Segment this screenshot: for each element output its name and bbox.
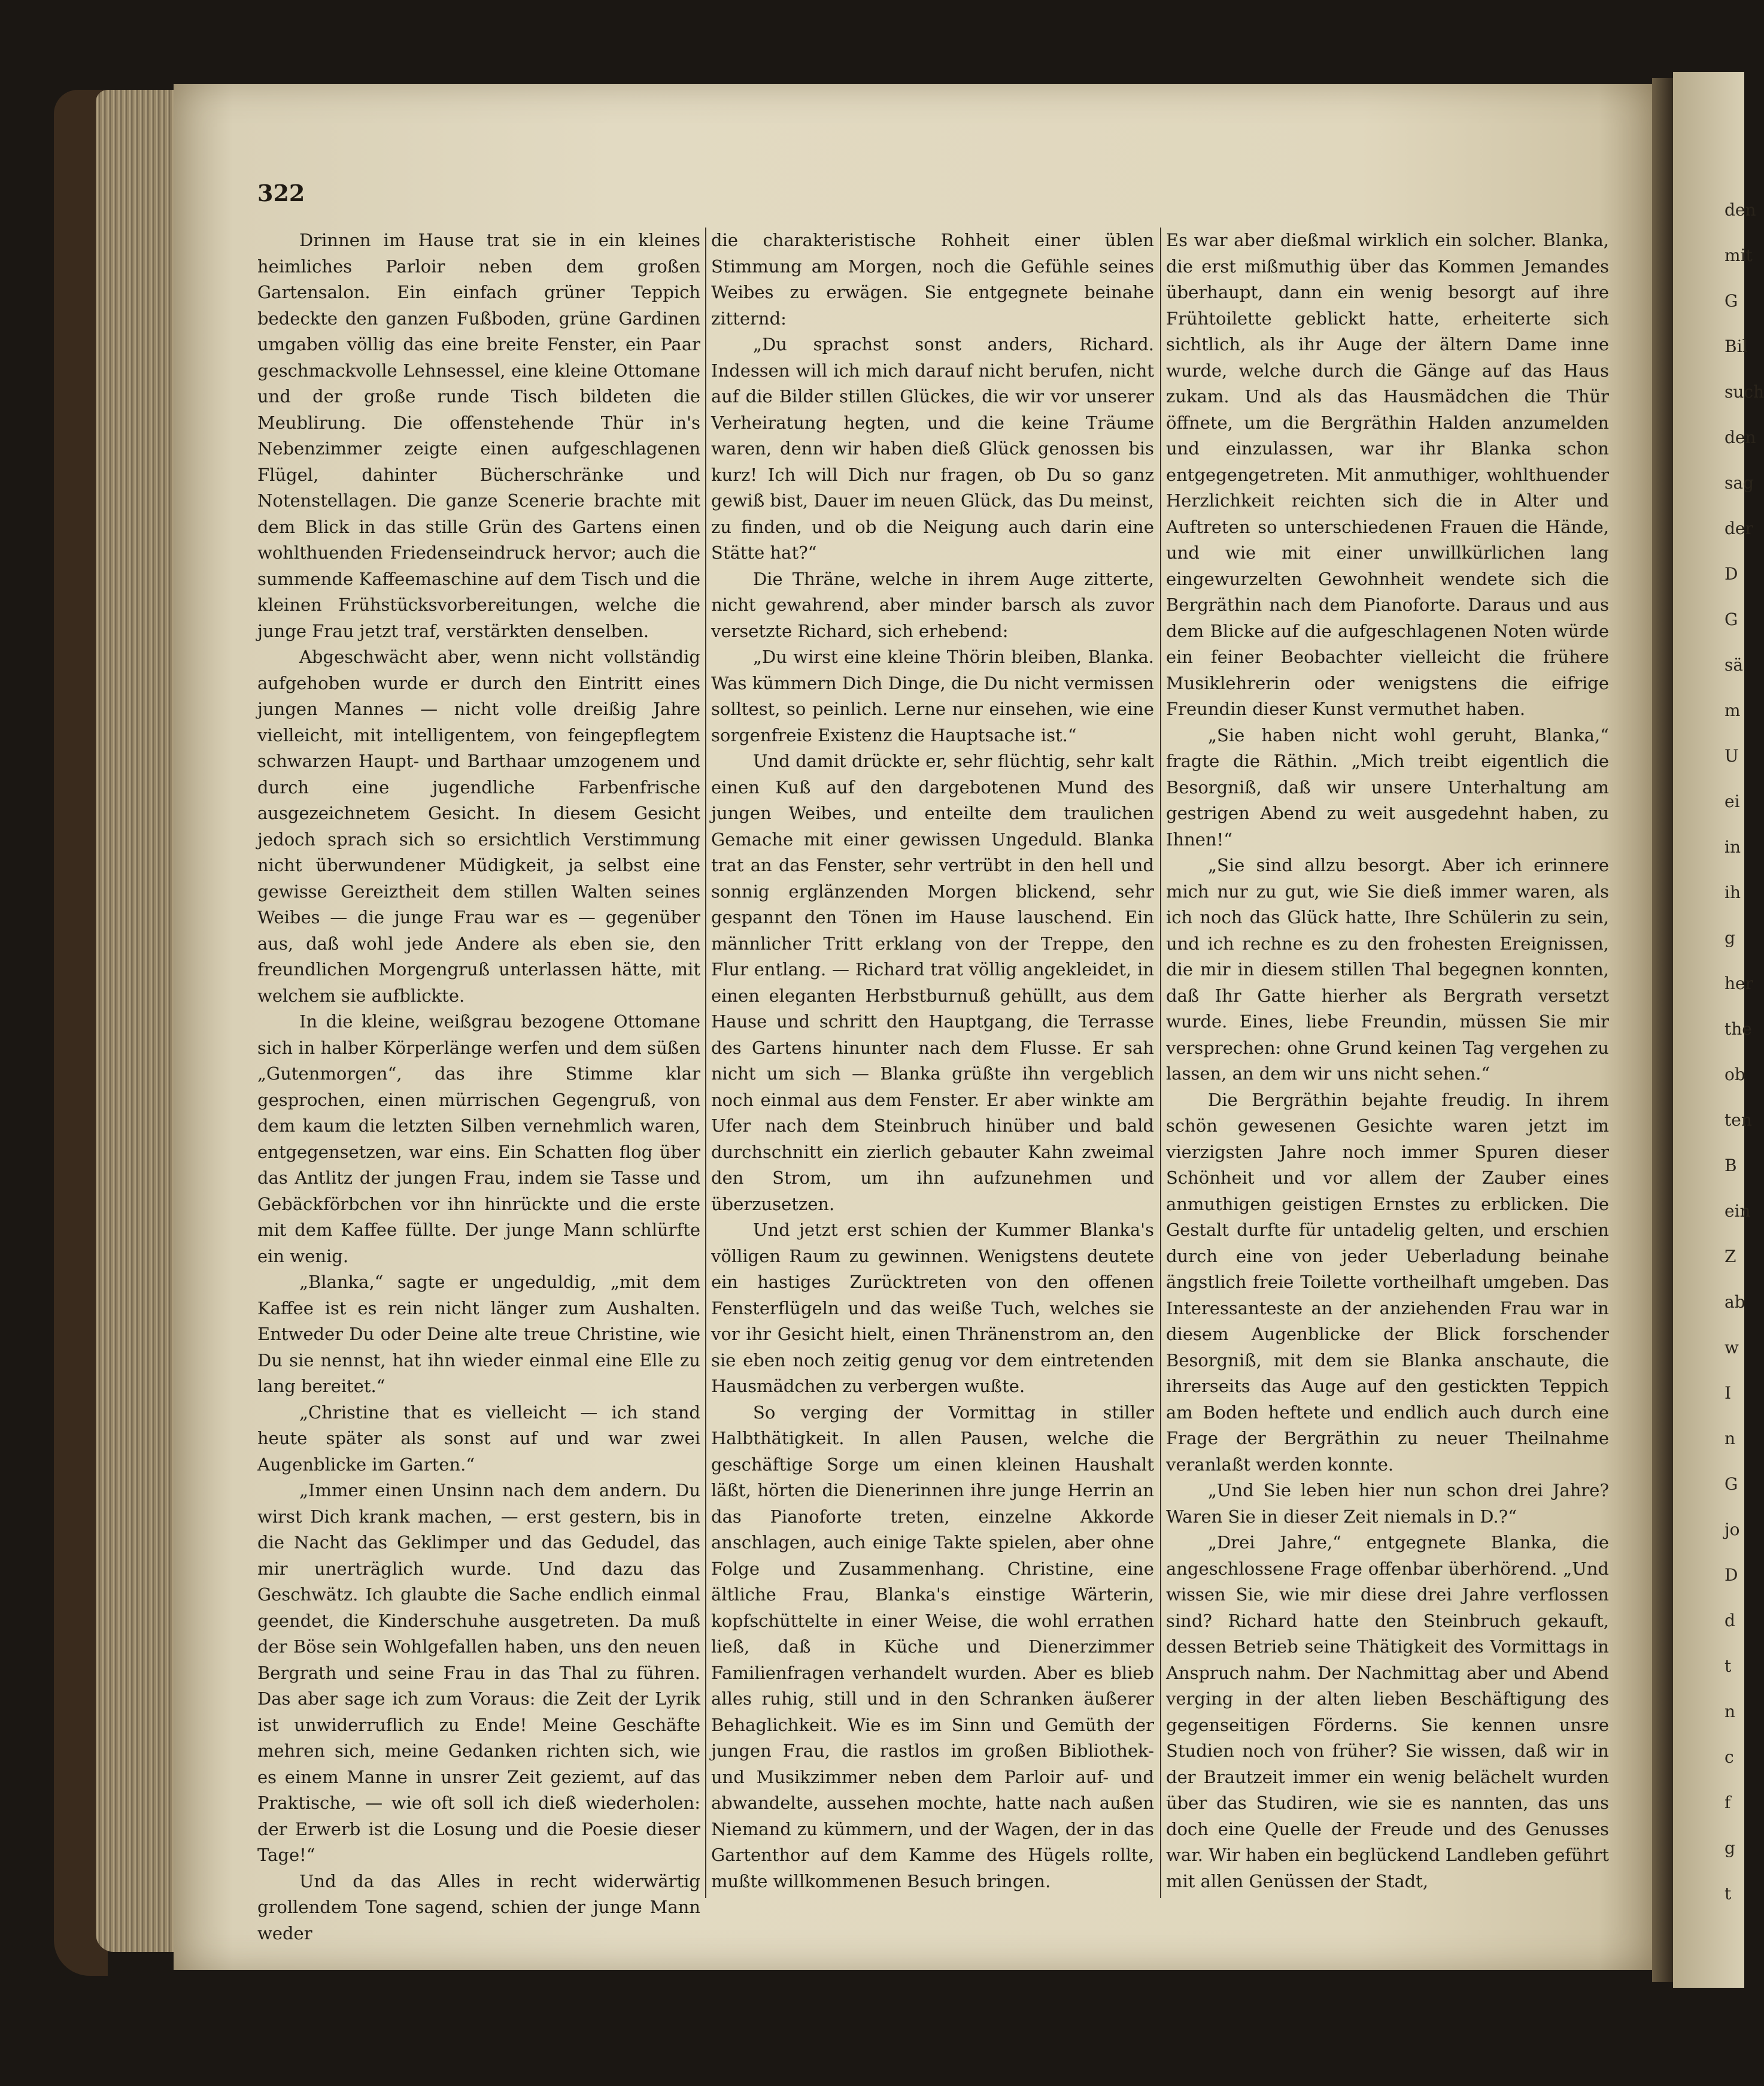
- paragraph: „Du wirst eine kleine Thörin bleiben, Blanka. Was kümmern Dich Dinge, die Du nicht vermissen solltest, so peinlich. Lerne nur einsehen, wie eine sorgenfreie Existenz die Hauptsache ist.“: [711, 647, 1154, 745]
- facing-page-fragment: D: [1724, 564, 1738, 584]
- facing-page-fragment: t: [1724, 1656, 1732, 1676]
- text-column-3: [1166, 228, 1609, 1898]
- facing-page-fragment: G: [1724, 291, 1738, 311]
- paragraph: Und jetzt erst schien der Kummer Blanka's völligen Raum zu gewinnen. Wenigstens deutete ein hastiges Zurücktreten von den offenen Fensterflügeln und das weiße Tuch, welches sie vor ihr Gesicht hielt, einen Thränenstrom an, den sie eben noch zeitig genug vor dem eintretenden Hausmädchen zu verbergen wußte.: [711, 1220, 1154, 1396]
- paragraph: Abgeschwächt aber, wenn nicht vollständig aufgehoben wurde er durch den Eintritt eines jungen Mannes — nicht volle dreißig Jahre vielleicht, mit intelligentem, von feingepflegtem schwarzen Haupt- und Barthaar umzogenem und durch eine jugendliche Farbenfrische ausgezeichnetem Gesicht. In diesem Gesicht jedoch sprach sich so ersichtlich Verstimmung nicht überwundener Müdigkeit, ja selbst eine gewisse Gereiztheit dem stillen Walten seines Weibes — die junge Frau war es — gegenüber aus, daß wohl jede Andere als eben sie, den freundlichen Morgengruß unterlassen hätte, mit welchem sie aufblickte.: [257, 647, 700, 1006]
- facing-page-fragment: ab: [1724, 1292, 1745, 1312]
- facing-page-fragment: jo: [1724, 1520, 1740, 1539]
- paragraph: So verging der Vormittag in stiller Halbthätigkeit. In allen Pausen, welche die geschäftige Sorge um einen kleinen Haushalt läßt, hörten die Dienerinnen ihre junge Herrin an das Pianoforte treten, einzelne Akkorde anschlagen, auch einige Takte spielen, aber ohne Folge und Zusammenhang. Christine, eine ältliche Frau, Blanka's einstige Wärterin, kopfschüttelte in einer Weise, die wohl errathen ließ, daß in Küche und Dienerzimmer Familienfragen verhandelt wurden. Aber es blieb alles ruhig, still und in den Schranken äußerer Behaglichkeit. Wie es im Sinn und Gemüth der jungen Frau, die rastlos im großen Bibliothek- und Musikzimmer neben dem Parloir auf- und abwandelte, aussehen mochte, hatte nach außen Niemand zu kümmern, und der Wagen, der in das Gartenthor auf dem Kamme des Hügels rollte, mußte willkommenen Besuch bringen.: [711, 1402, 1154, 1891]
- paragraph: Und damit drückte er, sehr flüchtig, sehr kalt einen Kuß auf den dargebotenen Mund des jungen Weibes, und enteilte dem traulichen Gemache mit einer gewissen Ungeduld. Blanka trat an das Fenster, sehr vertrübt in den hell und sonnig erglänzenden Morgen blickend, sehr gespannt den Tönen im Hause lauschend. Ein männlicher Tritt erklang von der Treppe, den Flur entlang. — Richard trat völlig angekleidet, in einen eleganten Herbstburnuß gehüllt, aus dem Hause und schritt den Hauptgang, die Terrasse des Gartens hinunter nach dem Flusse. Er sah nicht um sich — Blanka grüßte ihn vergeblich noch einmal aus dem Fenster. Er aber winkte am Ufer nach dem Steinbruch hinüber und bald durchschnitt ein zierlich gebauter Kahn zweimal den Strom, um ihn aufzunehmen und überzusetzen.: [711, 751, 1154, 1214]
- facing-page-fragment: den: [1724, 427, 1756, 447]
- text-column-1: [257, 228, 700, 1944]
- facing-page-fragment: G: [1724, 610, 1738, 629]
- text-column-2: [711, 228, 1154, 1898]
- column-rule: [705, 228, 706, 1898]
- facing-page-fragment: g: [1724, 1838, 1735, 1858]
- facing-page-fragment: c: [1724, 1747, 1734, 1767]
- facing-page-fragment: g: [1724, 928, 1735, 948]
- paragraph: „Christine that es vielleicht — ich stand heute später als sonst auf und war zwei Augenblicke im Garten.“: [257, 1402, 700, 1475]
- facing-page-fragment: ein: [1724, 1201, 1751, 1221]
- page-number: 322: [257, 180, 305, 207]
- facing-page-fragment: ih: [1724, 883, 1741, 902]
- facing-page-fragment: m: [1724, 701, 1741, 720]
- paragraph: Es war aber dießmal wirklich ein solcher. Blanka, die erst mißmuthig über das Kommen Jemandes überhaupt, dann ein wenig besorgt auf ihre Frühtoilette geblickt hatte, erheiterte sich sichtlich, als ihr Auge der ältern Dame inne wurde, welche durch die Gänge auf das Haus zukam. Und als das Hausmädchen die Thür öffnete, um die Bergräthin Halden anzumelden und einzulassen, war ihr Blanka schon entgegengetreten. Mit anmuthiger, wohlthuender Herzlichkeit reichten sich die in Alter und Auftreten so unterschiedenen Frauen die Hände, und wie mit einer unwillkürlichen lang eingewurzelten Gewohnheit wendete sich die Bergräthin nach dem Pianoforte. Daraus und aus dem Blicke auf die aufgeschlagenen Noten würde ein feiner Beobachter vielleicht die frühere Musiklehrerin oder wenigstens die eifrige Freundin dieser Kunst vermuthet haben.: [1166, 230, 1609, 719]
- paragraph: Drinnen im Hause trat sie in ein kleines heimliches Parloir neben dem großen Gartensalon. Ein einfach grüner Teppich bedeckte den ganzen Fußboden, grüne Gardinen umgaben völlig das eine breite Fenster, ein Paar geschmackvolle Lehnsessel, eine kleine Ottomane und der große runde Tisch bildeten die Meublirung. Die offenstehende Thür in's Nebenzimmer zeigte einen aufgeschlagenen Flügel, dahinter Bücherschränke und Notenstellagen. Die ganze Scenerie brachte mit dem Blick in das stille Grün des Gartens einen wohlthuenden Friedenseindruck hervor; auch die summende Kaffeemaschine auf dem Tisch und die kleinen Frühstücksvorbereitungen, welche die junge Frau jetzt traf, verstärkten denselben.: [257, 230, 700, 641]
- facing-page-fragment: n: [1724, 1429, 1736, 1448]
- facing-page-fragment: der: [1724, 519, 1753, 538]
- facing-page-fragment: I: [1724, 1383, 1732, 1403]
- facing-page-fragment: ob: [1724, 1065, 1745, 1084]
- book-spine: [1652, 78, 1676, 1982]
- paragraph: „Du sprachst sonst anders, Richard. Indessen will ich mich darauf nicht berufen, nicht auf die Bilder stillen Glückes, die wir vor unserer Verheiratung hegten, und die keine Träume waren, denn wir haben dieß Glück genossen bis kurz! Ich will Dich nur fragen, ob Du so ganz gewiß bist, Dauer im neuen Glück, das Du meinst, zu finden, und ob die Neigung auch darin eine Stätte hat?“: [711, 334, 1154, 563]
- paragraph: „Sie haben nicht wohl geruht, Blanka,“ fragte die Räthin. „Mich treibt eigentlich die Besorgniß, daß wir unsere Unterhaltung am gestrigen Abend zu weit ausgedehnt haben, zu Ihnen!“: [1166, 724, 1609, 850]
- paragraph: „Sie sind allzu besorgt. Aber ich erinnere mich nur zu gut, wie Sie dieß immer waren, als ich noch das Glück hatte, Ihre Schülerin zu sein, und ich rechne es zu den frohesten Ereignissen, die mir in diesem stillen Thal begegnen konnten, daß Ihr Gatte hierher als Bergrath versetzt wurde. Eines, liebe Freundin, müssen Sie mir versprechen: ohne Grund keinen Tag vergehen zu lassen, an dem wir uns nicht sehen.“: [1166, 855, 1609, 1084]
- facing-page-fragment: mit: [1724, 245, 1753, 265]
- facing-page-fragment: in: [1724, 837, 1741, 857]
- facing-page-fragment: sä: [1724, 655, 1744, 675]
- paragraph: „Blanka,“ sagte er ungeduldig, „mit dem Kaffee ist es rein nicht länger zum Aushalten. Entweder Du oder Deine alte treue Christine, wie Du sie nennst, hat ihn wieder einmal eine Elle zu lang bereitet.“: [257, 1272, 700, 1396]
- facing-page-fragment: D: [1724, 1565, 1738, 1585]
- facing-page-fragment: Bil: [1724, 336, 1748, 356]
- facing-page-fragment: t: [1724, 1884, 1732, 1903]
- paragraph: Die Thräne, welche in ihrem Auge zitterte, nicht gewahrend, aber minder barsch als zuvor versetzte Richard, sich erhebend:: [711, 568, 1154, 641]
- facing-page-fragment: ten: [1724, 1110, 1752, 1130]
- facing-page-fragment: d: [1724, 1611, 1735, 1630]
- facing-page-fragment: n: [1724, 1702, 1736, 1721]
- paragraph: Die Bergräthin bejahte freudig. In ihrem schön gewesenen Gesichte waren jetzt im vierzigsten Jahre noch immer Spuren dieser Schönheit und vor allem der Zauber eines anmuthigen geistigen Ernstes zu erblicken. Die Gestalt durfte für untadelig gelten, und erschien durch eine von jeder Ueberladung beinahe ängstlich freie Toilette vortheilhaft umgeben. Das Interessanteste an der anziehenden Frau war in diesem Augenblicke der Blick forschender Besorgniß, mit dem sie Blanka anschaute, die ihrerseits das Auge auf den gestickten Teppich am Boden heftete und endlich auch durch eine Frage der Bergräthin zu neuer Theilnahme veranlaßt werden konnte.: [1166, 1089, 1609, 1475]
- facing-page-fragment: B: [1724, 1156, 1737, 1175]
- facing-page-fragment: den: [1724, 200, 1756, 220]
- paragraph: Und da das Alles in recht widerwärtig grollendem Tone sagend, schien der junge Mann weder: [257, 1870, 700, 1944]
- paragraph: „Immer einen Unsinn nach dem andern. Du wirst Dich krank machen, — erst gestern, bis in die Nacht das Geklimper und das Gedudel, das mir unerträglich wurde. Und dazu das Geschwätz. Ich glaubte die Sache endlich einmal geendet, die Kinderschuhe ausgetreten. Da muß der Böse sein Wohlgefallen haben, uns den neuen Bergrath und seine Frau in das Thal zu führen. Das aber sage ich zum Voraus: die Zeit der Lyrik ist unwiderruflich zu Ende! Meine Geschäfte mehren sich, meine Gedanken richten sich, wie es einem Manne in unsrer Zeit geziemt, auf das Praktische, — wie oft soll ich dieß wiederholen: der Erwerb ist die Losung und die Poesie dieser Tage!“: [257, 1480, 700, 1865]
- facing-page: [1673, 72, 1764, 1988]
- facing-page-fragment: the: [1724, 1019, 1752, 1039]
- paragraph: „Und Sie leben hier nun schon drei Jahre? Waren Sie in dieser Zeit niemals in D.?“: [1166, 1480, 1609, 1527]
- facing-page-fragment: ei: [1724, 792, 1740, 811]
- facing-page-fragment: f: [1724, 1793, 1731, 1812]
- facing-page-fragment: her: [1724, 974, 1753, 993]
- facing-page-fragment: sag: [1724, 473, 1754, 493]
- facing-page-fragment: U: [1724, 746, 1739, 766]
- book-page-edges: [96, 90, 180, 1952]
- facing-page-fragment: Z: [1724, 1247, 1736, 1266]
- facing-page-fragment: w: [1724, 1338, 1739, 1357]
- facing-page-fragment: G: [1724, 1474, 1738, 1494]
- column-rule: [1160, 228, 1161, 1898]
- paragraph: In die kleine, weißgrau bezogene Ottomane sich in halber Körperlänge werfen und dem süßen „Gutenmorgen“, das ihre Stimme klar gesprochen, einen mürrischen Gegengruß, von dem kaum die letzten Silben vernehmlich waren, entgegensetzen, war eins. Ein Schatten flog über das Antlitz der jungen Frau, indem sie Tasse und Gebäckförbchen vor ihn hinrückte und die erste mit dem Kaffee füllte. Der junge Mann schlürfte ein wenig.: [257, 1011, 700, 1266]
- paragraph: „Drei Jahre,“ entgegnete Blanka, die angeschlossene Frage offenbar überhörend. „Und wissen Sie, wie mir diese drei Jahre verflossen sind? Richard hatte den Steinbruch gekauft, dessen Betrieb seine Thätigkeit des Vormittags in Anspruch nahm. Der Nachmittag aber und Abend verging in der alten lieben Beschäftigung des gegenseitigen Förderns. Sie kennen unsre Studien noch von früher? Sie wissen, daß wir in der Brautzeit immer ein wenig belächelt wurden über das Studiren, wie sie es nannten, das uns doch eine Quelle der Freude und des Genusses war. Wir haben ein beglückend Landleben geführt mit allen Genüssen der Stadt,: [1166, 1532, 1609, 1891]
- facing-page-fragment: such: [1724, 382, 1764, 402]
- paragraph: die charakteristische Rohheit einer üblen Stimmung am Morgen, noch die Gefühle seines Weibes zu erwägen. Sie entgegnete beinahe zitternd:: [711, 230, 1154, 329]
